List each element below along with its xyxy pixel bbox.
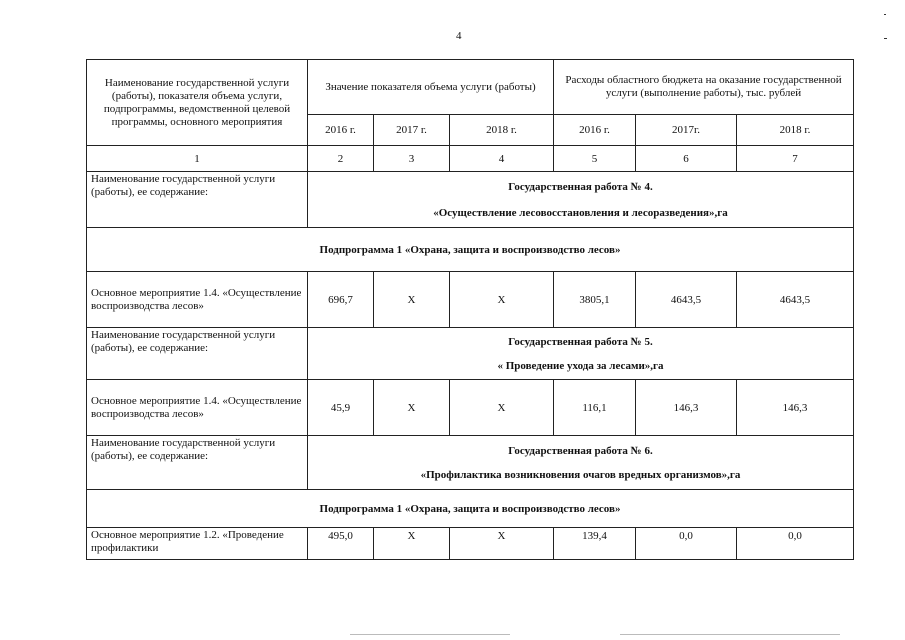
- header-year-expense-2018: 2018 г.: [737, 115, 854, 146]
- column-number: 5: [554, 146, 636, 172]
- value-cell: 4643,5: [737, 272, 854, 328]
- value-cell: Х: [374, 380, 450, 436]
- subprogram-heading: Подпрограмма 1 «Охрана, защита и воспроизводство лесов»: [87, 228, 854, 272]
- value-cell: Х: [374, 272, 450, 328]
- work-label-cell: Наименование государственной услуги (работы), ее содержание:: [87, 328, 308, 380]
- value-cell: 146,3: [636, 380, 737, 436]
- header-year-expense-2017: 2017г.: [636, 115, 737, 146]
- column-number: 4: [450, 146, 554, 172]
- header-expense-cell: Расходы областного бюджета на оказание государственной услуги (выполнение работы), тыс. рублей: [554, 60, 854, 115]
- work-title: Государственная работа № 4.: [508, 180, 653, 193]
- activity-name-cell: Основное мероприятие 1.4. «Осуществление воспроизводства лесов»: [87, 380, 308, 436]
- work-label-cell: Наименование государственной услуги (работы), ее содержание:: [87, 436, 308, 490]
- column-number: 1: [87, 146, 308, 172]
- value-cell: 696,7: [308, 272, 374, 328]
- work-subtitle: «Профилактика возникновения очагов вредных организмов»,га: [420, 468, 741, 481]
- scan-mark: [350, 634, 510, 635]
- header-year-volume-2018: 2018 г.: [450, 115, 554, 146]
- value-cell: 116,1: [554, 380, 636, 436]
- work-title: Государственная работа № 5.: [508, 335, 653, 348]
- column-number: 2: [308, 146, 374, 172]
- work-subtitle: «Осуществление лесовосстановления и лесоразведения»,га: [433, 206, 728, 219]
- work-6-cell: [308, 436, 854, 490]
- value-cell: 0,0: [737, 528, 854, 560]
- scan-mark: [884, 38, 887, 39]
- work-subtitle: « Проведение ухода за лесами»,га: [497, 359, 664, 372]
- scan-mark: [884, 14, 886, 15]
- value-cell: Х: [450, 380, 554, 436]
- header-name-cell: Наименование государственной услуги (работы), показателя объема услуги, подпрограммы, ведомственной целевой программы, основного мероприятия: [87, 60, 308, 146]
- column-number: 7: [737, 146, 854, 172]
- header-volume-cell: Значение показателя объема услуги (работы): [308, 60, 554, 115]
- column-number: 6: [636, 146, 737, 172]
- activity-name-cell: Основное мероприятие 1.4. «Осуществление воспроизводства лесов»: [87, 272, 308, 328]
- value-cell: 146,3: [737, 380, 854, 436]
- scan-mark: [620, 634, 840, 635]
- header-year-volume-2016: 2016 г.: [308, 115, 374, 146]
- work-title: Государственная работа № 6.: [508, 444, 653, 457]
- work-5-cell: [308, 328, 854, 380]
- value-cell: 3805,1: [554, 272, 636, 328]
- header-year-volume-2017: 2017 г.: [374, 115, 450, 146]
- value-cell: Х: [450, 528, 554, 560]
- header-year-expense-2016: 2016 г.: [554, 115, 636, 146]
- value-cell: Х: [450, 272, 554, 328]
- page-number: 4: [456, 30, 462, 42]
- column-number: 3: [374, 146, 450, 172]
- subprogram-heading: Подпрограмма 1 «Охрана, защита и воспроизводство лесов»: [87, 490, 854, 528]
- activity-name-cell: Основное мероприятие 1.2. «Проведение профилактики: [87, 528, 308, 560]
- value-cell: 139,4: [554, 528, 636, 560]
- work-label-cell: Наименование государственной услуги (работы), ее содержание:: [87, 172, 308, 228]
- work-4-cell: [308, 172, 854, 228]
- value-cell: Х: [374, 528, 450, 560]
- value-cell: 495,0: [308, 528, 374, 560]
- value-cell: 0,0: [636, 528, 737, 560]
- value-cell: 45,9: [308, 380, 374, 436]
- value-cell: 4643,5: [636, 272, 737, 328]
- budget-table: [86, 59, 854, 560]
